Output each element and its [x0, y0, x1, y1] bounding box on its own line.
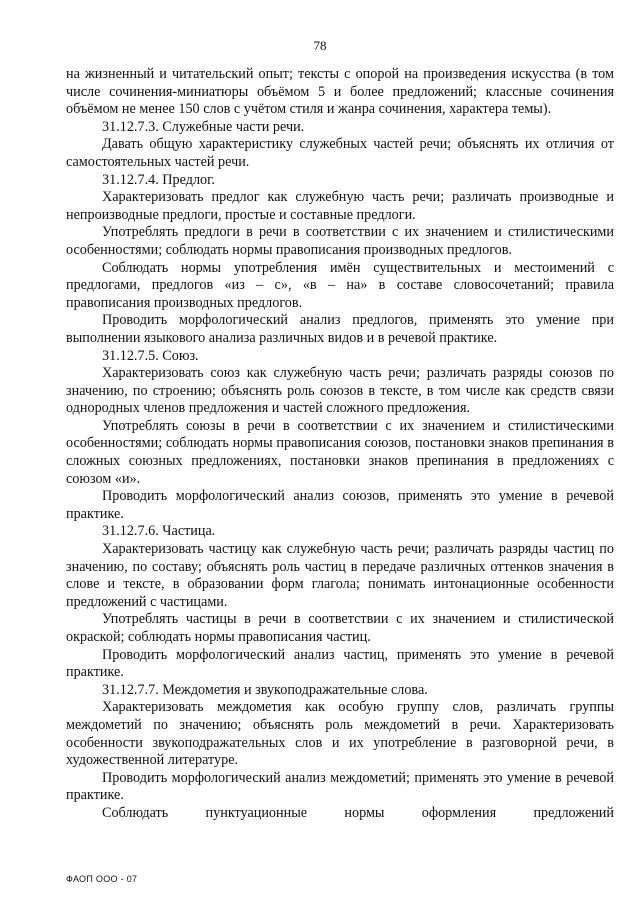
- paragraph: 31.12.7.4. Предлог.: [102, 171, 215, 188]
- paragraph: 31.12.7.7. Междометия и звукоподражательные слова.: [102, 681, 428, 698]
- paragraph: Употреблять союзы в речи в соответствии с их значением и стилистическими особенностями; соблюдать нормы правописания союзов, постановки знаков препинания в сложных союзных предложениях, постановки знаков препинания в предложениях с союзом «и».: [66, 417, 614, 487]
- paragraph: Характеризовать предлог как служебную часть речи; различать производные и непроизводные предлоги, простые и составные предлоги.: [66, 189, 614, 223]
- paragraph: Характеризовать союз как служебную часть речи; различать разряды союзов по значению, по строению; объяснять роль союзов в тексте, в том числе как средств связи однородных членов предложения и частей сложного предложения.: [66, 365, 614, 417]
- page-number: 78: [313, 38, 327, 53]
- paragraph: Проводить морфологический анализ частиц, применять это умение в речевой практике.: [66, 646, 614, 681]
- paragraph: Употреблять предлоги в речи в соответствии с их значением и стилистическими особенностями; соблюдать нормы правописания производных предлогов.: [66, 224, 614, 258]
- paragraph: Проводить морфологический анализ предлогов, применять это умение при выполнении языкового анализа различных видов и в речевой практике.: [66, 312, 614, 346]
- paragraph: Проводить морфологический анализ союзов, применять это умение в речевой практике.: [66, 488, 614, 522]
- paragraph: 31.12.7.5. Союз.: [102, 347, 199, 364]
- document-body: [66, 66, 614, 823]
- paragraph: Давать общую характеристику служебных частей речи; объяснять их отличия от самостоятельных частей речи.: [66, 136, 614, 170]
- paragraph: Соблюдать пунктуационные нормы оформления предложений: [102, 804, 614, 821]
- paragraph: Характеризовать междометия как особую группу слов, различать группы междометий по значению; объяснять роль междометий в речи. Характеризовать особенности звукоподражательных слов и их употребление в разговорной речи, в художественной литературе.: [66, 699, 614, 769]
- paragraph: Соблюдать нормы употребления имён существительных и местоимений с предлогами, предлогов «из – с», «в – на» в составе словосочетаний; правила правописания производных предлогов.: [66, 259, 614, 311]
- paragraph: Проводить морфологический анализ междометий; применять это умение в речевой практике.: [66, 769, 614, 804]
- paragraph: на жизненный и читательский опыт; тексты с опорой на произведения искусства (в том числе сочинения-миниатюры объёмом 5 и более предложений; классные сочинения объёмом не менее 150 слов с учётом стиля и жанра сочинения, характера темы).: [66, 66, 614, 118]
- paragraph: 31.12.7.6. Частица.: [102, 523, 216, 540]
- paragraph: Употреблять частицы в речи в соответствии с их значением и стилистической окраской; соблюдать нормы правописания частиц.: [66, 611, 614, 645]
- footer-code: ФАОП ООО - 07: [66, 874, 138, 884]
- paragraph: 31.12.7.3. Служебные части речи.: [102, 118, 305, 135]
- paragraph: Характеризовать частицу как служебную часть речи; различать разряды частиц по значению, по составу; объяснять роль частиц в передаче различных оттенков значения в слове и тексте, в образовании форм глагола; понимать интонационные особенности предложений с частицами.: [66, 541, 614, 610]
